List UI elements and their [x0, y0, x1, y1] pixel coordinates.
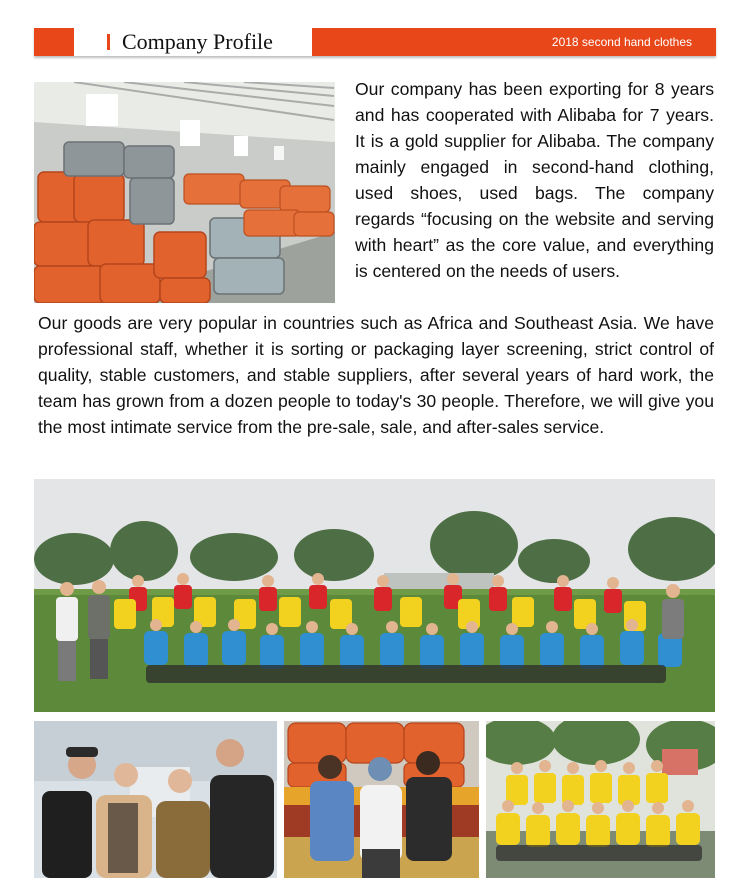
page-title: Company Profile	[122, 29, 273, 54]
staff-photo	[486, 721, 715, 878]
title-left-tick	[107, 34, 110, 50]
intro-paragraph-2: Our goods are very popular in countries such as Africa and Southeast Asia. We have professional staff, whether it is sorting or packaging layer screening, strict control of quality, stable customers, and stable suppliers, after several years of hard work, the team has grown from a dozen people to today's 30 people. Therefore, we will give you the most intimate service from the pre-sale, sale, and after-sales service.	[38, 313, 714, 437]
intro-paragraph-1: Our company has been exporting for 8 years and has cooperated with Alibaba for 7 years. It is a gold supplier for Alibaba. The company mainly engaged in second-hand clothing, used shoes, used bags. The company regards “focusing on the website and serving with heart” as the core value, and everything is centered on the needs of users.	[355, 79, 714, 281]
header-title-box	[74, 28, 312, 56]
warehouse-photo	[34, 82, 335, 303]
loading-photo	[284, 721, 479, 878]
team-group-photo	[34, 479, 715, 712]
section-header-banner	[34, 28, 716, 56]
header-tagline: 2018 second hand clothes	[551, 35, 692, 49]
visitors-photo	[34, 721, 277, 878]
title-right-tick	[318, 34, 321, 50]
